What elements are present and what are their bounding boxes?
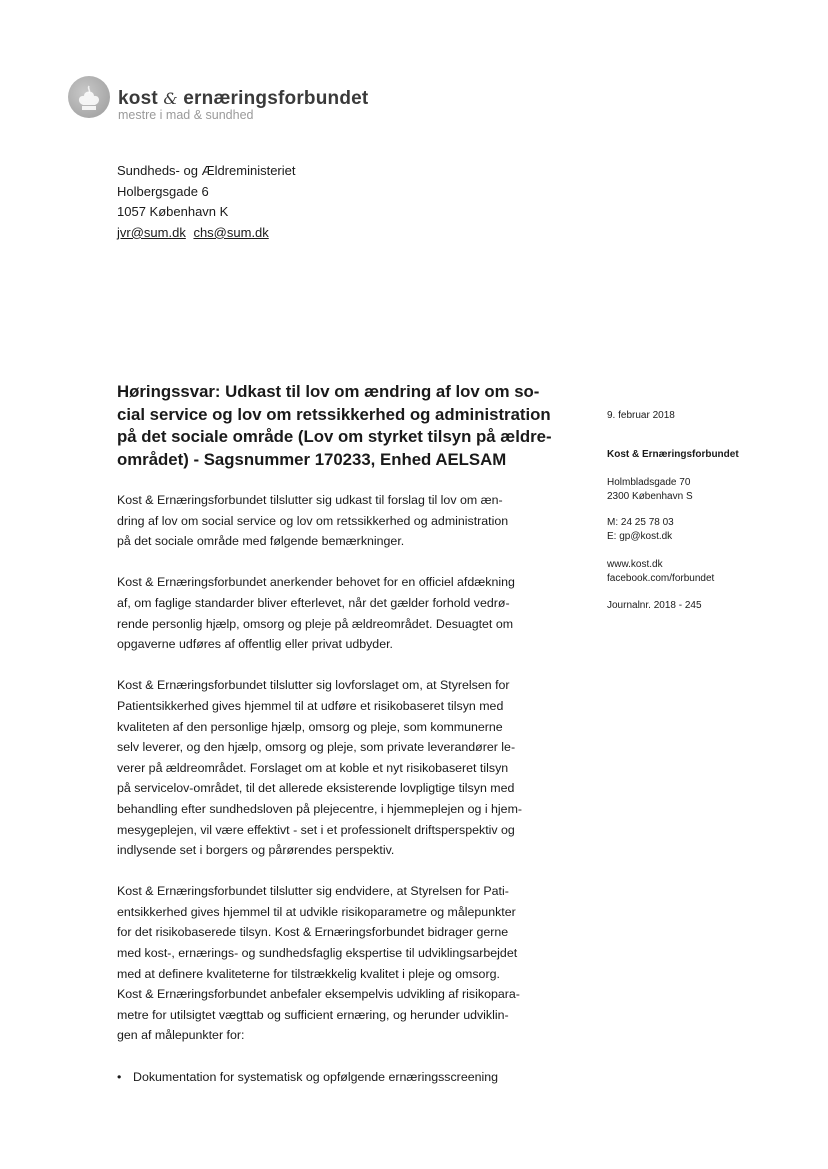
text-line: Kost & Ernæringsforbundet anbefaler eksempelvis udvikling af risikopara-	[117, 987, 520, 1002]
sender-street: Holmbladsgade 70	[607, 477, 691, 488]
text-line: på servicelov-området, til det allerede eksisterende lovpligtige tilsyn med	[117, 781, 515, 796]
subject-line: på det sociale område (Lov om styrket tilsyn på ældre-	[117, 427, 552, 446]
text-line: Kost & Ernæringsforbundet tilslutter sig udkast til forslag til lov om æn-	[117, 493, 503, 507]
text-line: verer på ældreområdet. Forslaget om at koble et nyt risikobaseret tilsyn	[117, 760, 509, 775]
text-line: Patientsikkerhed gives hjemmel til at udføre et risikobaseret tilsyn med	[117, 698, 504, 713]
sender-email: E: gp@kost.dk	[607, 530, 673, 542]
text-line: mesygeplejen, vil være effektivt - set i et professionelt driftsperspektiv og	[117, 822, 515, 837]
text-line: af, om faglige standarder bliver efterlevet, når det gælder forhold vedrø-	[117, 595, 510, 610]
text-line: Kost & Ernæringsforbundet tilslutter sig lovforslaget om, at Styrelsen for	[117, 678, 510, 693]
bullet-text: Dokumentation for systematisk og opfølgende ernæringsscreening	[133, 1069, 499, 1084]
text-line: metre for utilsigtet vægttab og sufficient ernæring, og herunder udviklin-	[117, 1007, 509, 1022]
text-line: for det risikobaserede tilsyn. Kost & Ernæringsforbundet bidrager gerne	[117, 925, 509, 940]
text-line: selv leverer, og den hjælp, omsorg og pleje, som private leverandører le-	[117, 740, 516, 755]
text-line: gen af målepunkter for:	[117, 1028, 245, 1043]
text-line: kvaliteten af den personlige hjælp, omsorg og pleje, som kommunerne	[117, 719, 503, 734]
subject-line: Høringssvar: Udkast til lov om ændring af lov om so-	[117, 382, 540, 401]
sender-web	[607, 558, 714, 585]
text-line: Kost & Ernæringsforbundet anerkender behovet for en officiel afdækning	[117, 575, 515, 590]
paragraph	[117, 572, 557, 654]
text-line: opgaverne udføres af offentlig eller privat udbyder.	[117, 637, 393, 652]
text-line: entsikkerhed gives hjemmel til at udvikle risikoparametre og målepunkter	[117, 904, 516, 919]
text-line: på det sociale område med følgende bemærkninger.	[117, 534, 405, 549]
recipient-emails	[117, 223, 295, 244]
text-line: Kost & Ernæringsforbundet tilslutter sig endvidere, at Styrelsen for Pati-	[117, 884, 509, 899]
paragraph	[117, 881, 557, 1046]
sender-website: www.kost.dk	[607, 559, 663, 570]
text-line: indlysende set i borgers og pårørendes perspektiv.	[117, 843, 395, 858]
subject-line: området) - Sagsnummer 170233, Enhed AELSAM	[117, 449, 507, 469]
bullet-dot-icon: •	[117, 1069, 122, 1084]
paragraph	[117, 675, 557, 860]
recipient-name: Sundheds- og Ældreministeriet	[117, 163, 296, 178]
recipient-city: 1057 København K	[117, 204, 229, 220]
letter-body	[117, 490, 557, 1087]
text-line: behandling efter sundhedsloven på plejecentre, i hjemmeplejen og i hjem-	[117, 801, 523, 816]
text-line: med kost-, ernærings- og sundhedsfaglig ekspertise til udviklingsarbejdet	[117, 946, 518, 961]
logo-name: kost & ernæringsforbundet	[118, 88, 369, 109]
chef-hat-logo-icon	[68, 76, 110, 118]
email-link[interactable]: jvr@sum.dk	[117, 224, 186, 240]
sender-facebook: facebook.com/forbundet	[607, 572, 715, 584]
bullet-item	[117, 1067, 557, 1088]
sender-address	[607, 476, 693, 503]
logo	[68, 76, 368, 126]
recipient-address	[117, 161, 295, 243]
text-line: med at definere kvaliteterne for tilstrækkelig kvalitet i pleje og omsorg.	[117, 966, 500, 981]
paragraph	[117, 490, 557, 552]
email-link[interactable]: chs@sum.dk	[193, 224, 269, 240]
text-line: rende personlig hjælp, omsorg og pleje på ældreområdet. Desuagtet om	[117, 616, 514, 631]
recipient-street: Holbergsgade 6	[117, 183, 209, 199]
subject-line: cial service og lov om retssikkerhed og administration	[117, 404, 551, 424]
sender-org: Kost & Ernæringsforbundet	[607, 449, 739, 460]
sender-phone: M: 24 25 78 03	[607, 517, 674, 528]
sender-city: 2300 København S	[607, 490, 693, 502]
journal-number: Journalnr. 2018 - 245	[607, 600, 702, 611]
logo-tagline: mestre i mad & sundhed	[118, 108, 254, 122]
subject-heading	[117, 381, 557, 471]
sender-contact	[607, 516, 674, 543]
letter-date: 9. februar 2018	[607, 410, 675, 421]
text-line: dring af lov om social service og lov om retssikkerhed og administration	[117, 513, 509, 528]
